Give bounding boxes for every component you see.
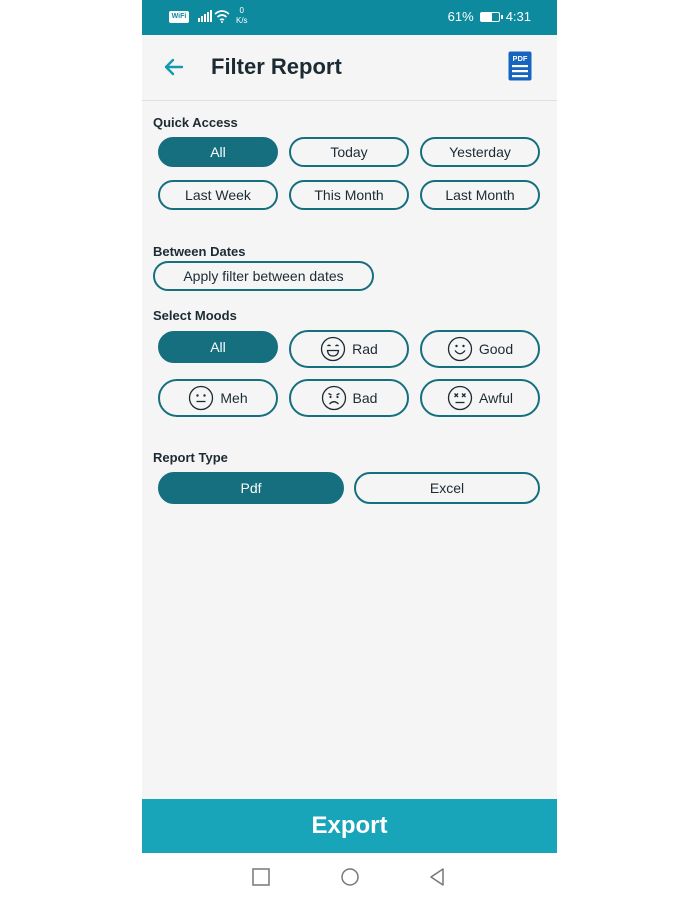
app-bar [142, 35, 557, 101]
network-speed-unit: K/s [236, 16, 248, 25]
button-label: Apply filter between dates [183, 268, 344, 284]
mood-all[interactable] [158, 331, 278, 363]
chip-label: Meh [220, 390, 248, 406]
wifi-badge: WiFi [169, 11, 189, 23]
wifi-icon [214, 10, 230, 23]
report-type-label: Report Type [153, 450, 228, 465]
chip-label: All [210, 144, 226, 160]
arrow-left-icon[interactable] [160, 53, 188, 81]
status-right [448, 9, 531, 24]
mood-awful[interactable] [420, 379, 540, 417]
chip-label: Awful [479, 390, 513, 406]
chip-label: Last Month [445, 187, 515, 203]
bad-face-icon [321, 385, 347, 411]
signal-icon [198, 10, 212, 22]
chip-label: Bad [352, 390, 378, 406]
recent-apps-icon[interactable] [251, 867, 271, 887]
chip-label: Pdf [240, 480, 262, 496]
status-bar [142, 0, 557, 35]
battery-fill [481, 13, 492, 21]
chip-label: All [210, 339, 226, 355]
meh-face-icon [188, 385, 214, 411]
mood-rad[interactable] [289, 330, 409, 368]
system-nav-bar [142, 853, 557, 900]
clock: 4:31 [505, 9, 531, 24]
quick-access-all[interactable] [158, 137, 278, 167]
chip-label: Rad [352, 341, 378, 357]
good-face-icon [447, 336, 473, 362]
rad-face-icon [320, 336, 346, 362]
awful-face-icon [447, 385, 473, 411]
apply-date-filter-button[interactable] [153, 261, 374, 291]
quick-access-today[interactable] [289, 137, 409, 167]
report-type-excel[interactable] [354, 472, 540, 504]
pdf-document-icon[interactable] [508, 51, 532, 81]
quick-access-this-month[interactable] [289, 180, 409, 210]
chip-label: Excel [429, 480, 465, 496]
chip-label: Good [478, 341, 514, 357]
network-speed [236, 6, 248, 26]
mood-good[interactable] [420, 330, 540, 368]
chip-label: This Month [314, 187, 384, 203]
export-button[interactable] [142, 799, 557, 853]
report-type-pdf[interactable] [158, 472, 344, 504]
quick-access-last-week[interactable] [158, 180, 278, 210]
home-icon[interactable] [340, 867, 360, 887]
export-label: Export [311, 812, 388, 839]
quick-access-yesterday[interactable] [420, 137, 540, 167]
battery-percent: 61% [447, 9, 474, 24]
svg-text:PDF: PDF [512, 54, 528, 63]
mood-meh[interactable] [158, 379, 278, 417]
chip-label: Today [330, 144, 368, 160]
back-nav-icon[interactable] [427, 867, 447, 887]
quick-access-last-month[interactable] [420, 180, 540, 210]
battery-icon [480, 12, 500, 22]
between-dates-label: Between Dates [153, 244, 246, 259]
select-moods-label: Select Moods [153, 308, 237, 323]
network-speed-value: 0 [239, 6, 244, 15]
quick-access-label: Quick Access [153, 115, 238, 130]
phone-screen [142, 0, 557, 900]
chip-label: Last Week [185, 187, 251, 203]
mood-bad[interactable] [289, 379, 409, 417]
chip-label: Yesterday [449, 144, 511, 160]
page-title: Filter Report [211, 54, 342, 79]
